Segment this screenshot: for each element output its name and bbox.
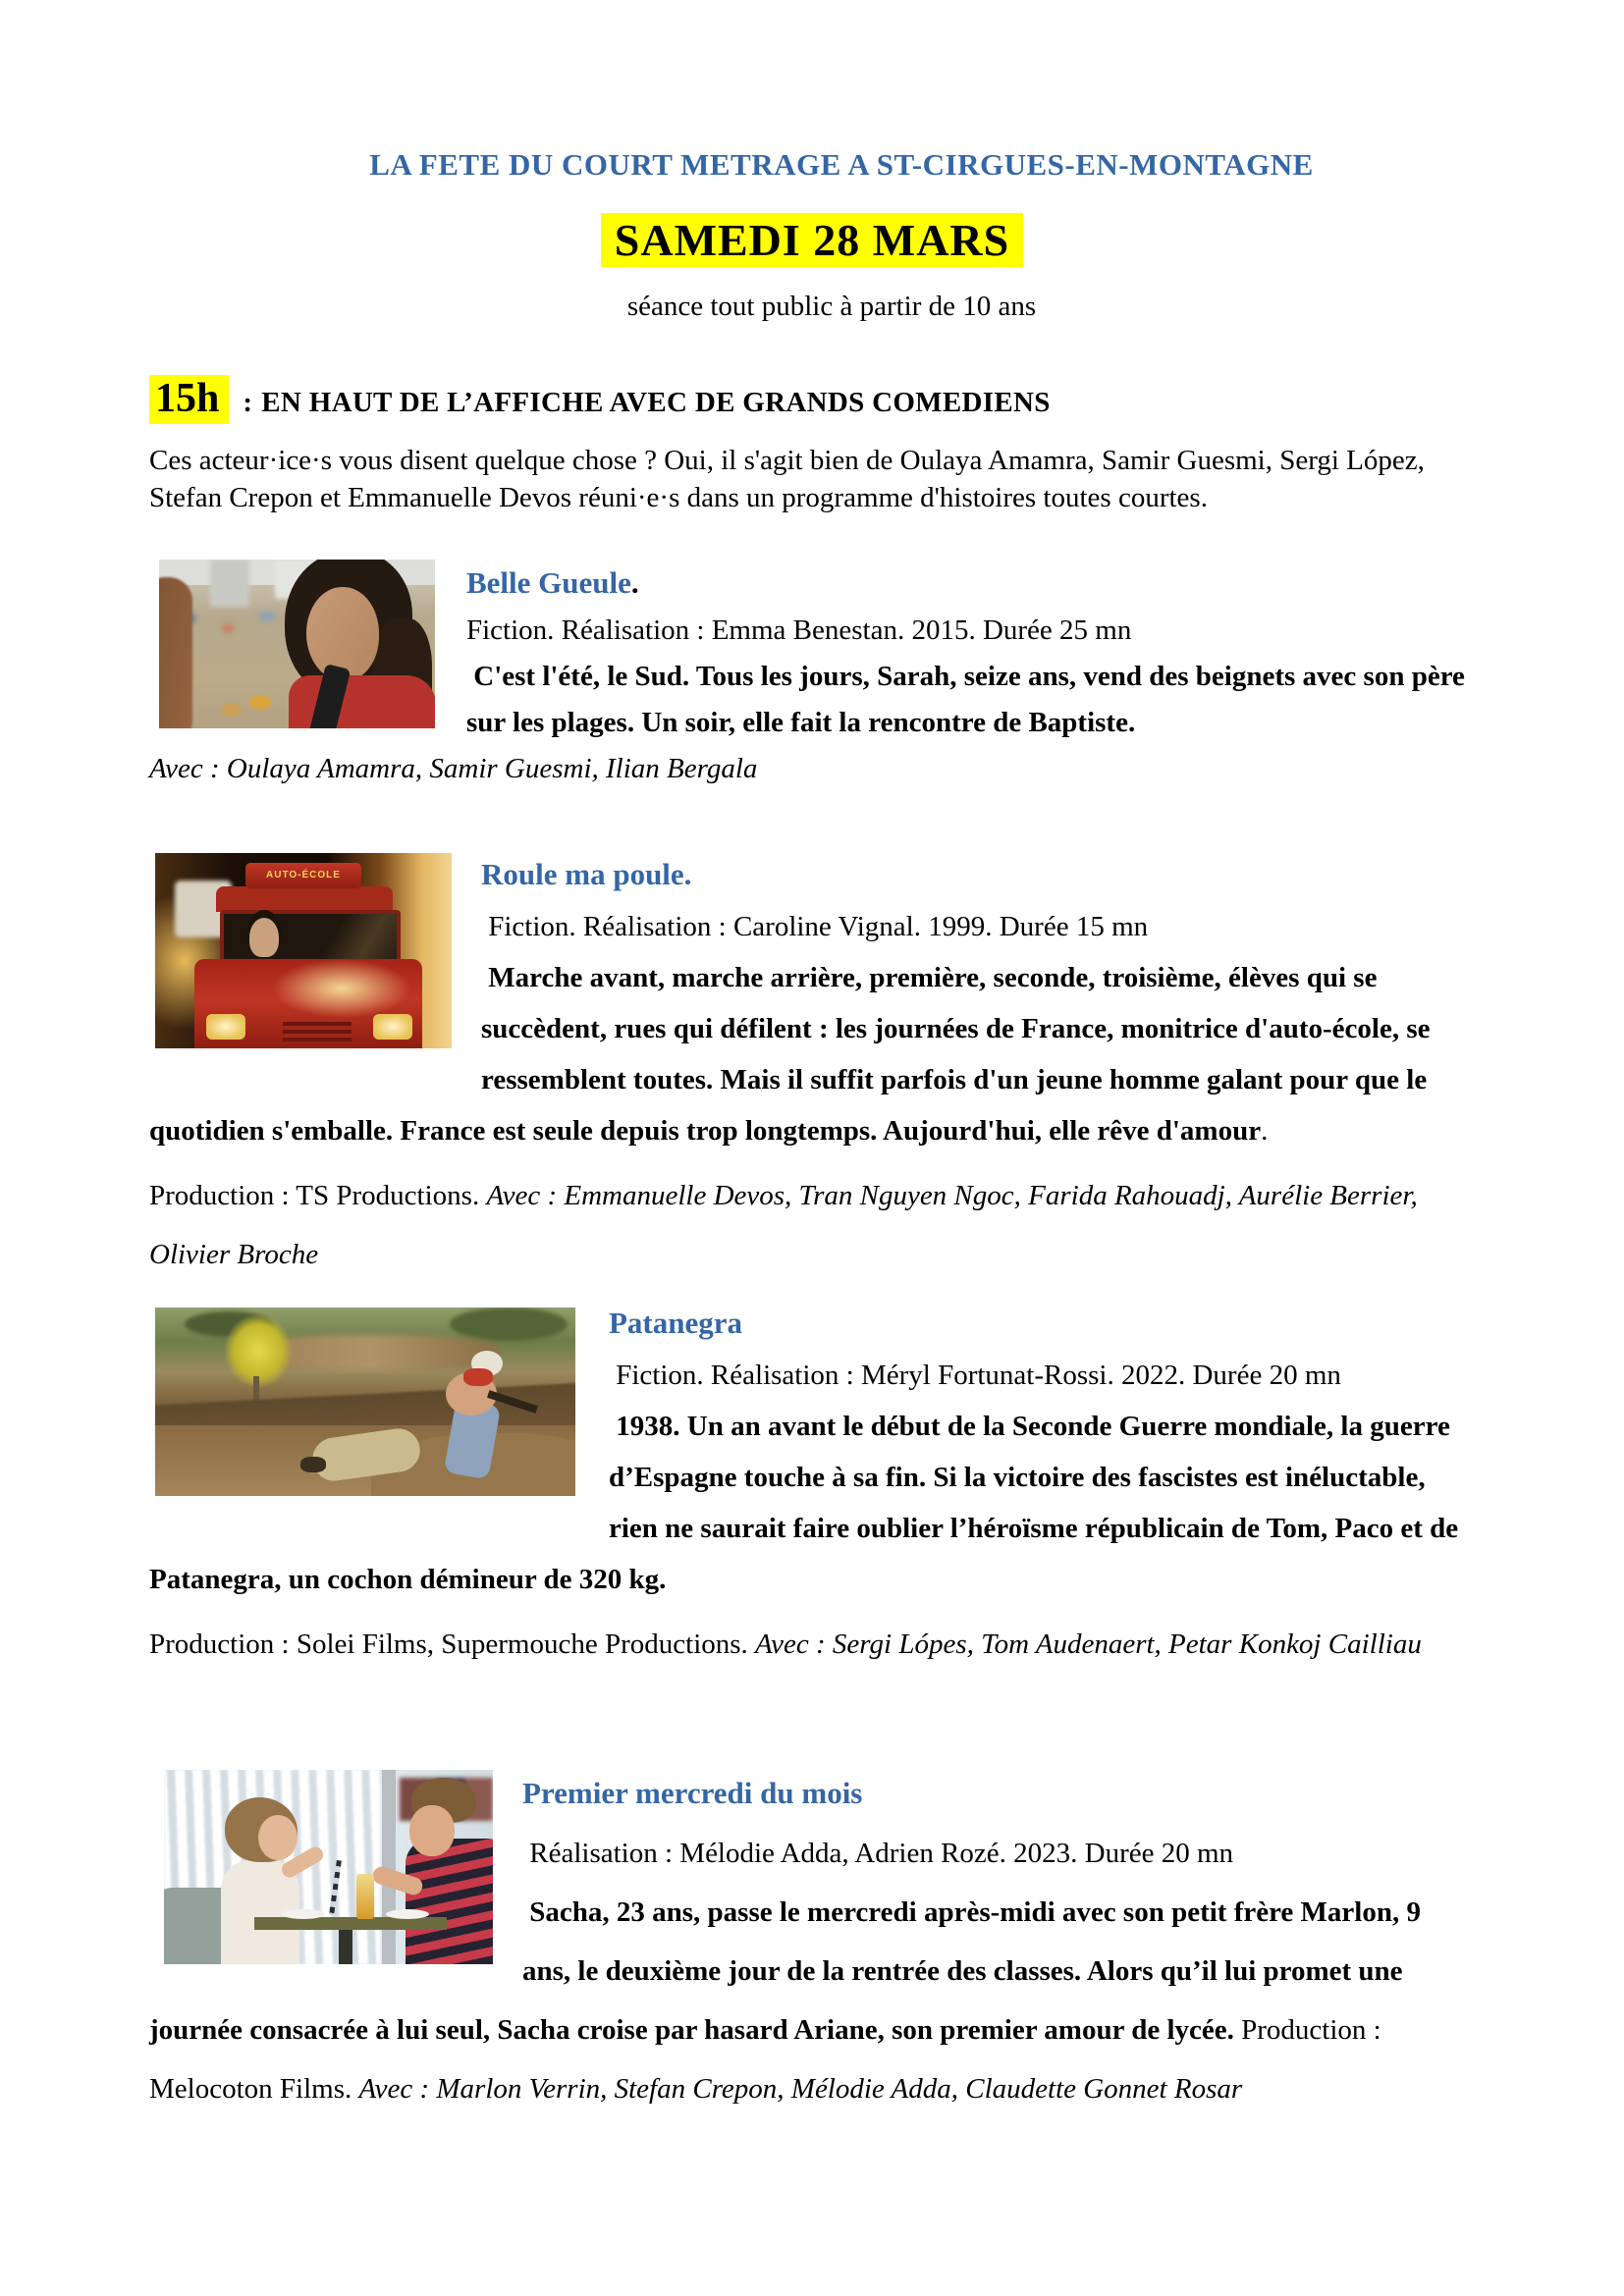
photo-red-scarf [463, 1368, 493, 1386]
session-intro: Ces acteur·ice·s vous disent quelque chose ? Oui, il s'agit bien de Oulaya Amamra, Samir Guesmi, Sergi López, Stefan Crepon et Emmanuelle Devos réuni·e·s dans un programme d'histoires toutes courtes. [149, 445, 1425, 513]
film-section-premier-mercredi [149, 1764, 1475, 2118]
photo-man-striped-shirt [406, 1839, 493, 1964]
photo-beignet [222, 703, 242, 717]
film-meta: Réalisation : Mélodie Adda, Adrien Rozé. 2023. Durée 20 mn [522, 1838, 1234, 1869]
film-production: Production : TS Productions. [149, 1180, 487, 1211]
photo-plate [282, 1909, 325, 1919]
photo-bush [450, 1308, 568, 1341]
audience-note: séance tout public à partir de 10 ans [626, 291, 1037, 322]
photo-car-roof [216, 886, 393, 912]
photo-table [254, 1917, 447, 1930]
film-section-roule-ma-poule [149, 849, 1475, 1284]
film-synopsis: Sacha, 23 ans, passe le mercredi après-midi avec son petit frère Marlon, 9 ans, le deuxième jour de la rentrée des classes. Alors qu’il lui promet une journée consacrée à lui seul, Sacha croise par hasard Ariane, son premier amour de lycée. [149, 1896, 1442, 2046]
film-thumbnail-patanegra [155, 1308, 575, 1496]
film-title: Belle Gueule [466, 565, 631, 600]
film-meta: Fiction. Réalisation : Méryl Fortunat-Rossi. 2022. Durée 20 mn [609, 1360, 1341, 1391]
film-cast: Avec : Sergi Lópes, Tom Audenaert, Petar Konkoj Cailliau [755, 1629, 1422, 1660]
film-thumbnail-belle-gueule [159, 560, 435, 728]
photo-boot [300, 1457, 326, 1472]
film-meta: Fiction. Réalisation : Emma Benestan. 2015. Durée 25 mn [466, 614, 1132, 646]
document-header [149, 145, 1475, 323]
photo-grille [283, 1022, 352, 1041]
photo-driver-face [249, 918, 279, 957]
photo-headlight [206, 1014, 245, 1040]
film-thumbnail-premier-mercredi [164, 1770, 493, 1964]
session-heading [149, 372, 1475, 434]
film-production: Production : Solei Films, Supermouche Productions. [149, 1629, 756, 1660]
session-time-highlight: 15h [149, 375, 229, 424]
photo-plate [386, 1909, 429, 1919]
photo-arm [159, 577, 192, 728]
film-title: Patanegra [609, 1306, 743, 1340]
film-production: Production : Melocoton Films. [149, 2014, 1381, 2105]
photo-table-leg [339, 1930, 352, 1964]
film-thumbnail-roule-ma-poule [155, 853, 452, 1048]
date-highlight: SAMEDI 28 MARS [601, 213, 1023, 267]
film-section-patanegra [149, 1298, 1475, 1674]
session-title: EN HAUT DE L’AFFICHE AVEC DE GRANDS COMEDIENS [261, 387, 1051, 418]
photo-man-face [409, 1805, 455, 1856]
film-production-line [149, 1166, 1475, 1284]
photo-child-face [258, 1815, 298, 1860]
film-title-period: . [630, 565, 639, 600]
film-title: Premier mercredi du mois [522, 1776, 863, 1810]
photo-headlight [373, 1014, 412, 1040]
photo-beignet [249, 695, 271, 710]
film-synopsis-period: . [1261, 1115, 1269, 1147]
photo-beer-glass [356, 1874, 374, 1919]
film-section-belle-gueule [149, 560, 1475, 792]
film-production-line [149, 1615, 1475, 1674]
session-separator: : [243, 387, 260, 418]
film-synopsis: Marche avant, marche arrière, première, seconde, troisième, élèves qui se succèdent, rues qui défilent : les journées de France, monitrice d'auto-école, se ressemblent toutes. Mais il suffit parfois d'un jeune homme galant pour que le quotidien s'emballe. France est seule depuis trop longtemps. Aujourd'hui, elle rêve d'amour [149, 962, 1431, 1147]
auto-ecole-sign-text: AUTO-ÉCOLE [245, 863, 361, 888]
film-title: Roule ma poule. [481, 857, 692, 891]
film-cast: Avec : Marlon Verrin, Stefan Crepon, Mélodie Adda, Claudette Gonnet Rosar [358, 2073, 1243, 2105]
film-meta: Fiction. Réalisation : Caroline Vignal. 1999. Durée 15 mn [481, 911, 1149, 942]
film-synopsis: 1938. Un an avant le début de la Seconde Guerre mondiale, la guerre d’Espagne touche à sa fin. Si la victoire des fascistes est inéluctable, rien ne saurait faire oublier l’héroïsme républicain de Tom, Paco et de Patanegra, un cochon démineur de 320 kg. [149, 1411, 1459, 1595]
date-line [149, 212, 1475, 280]
film-cast: Avec : Emmanuelle Devos, Tran Nguyen Ngoc, Farida Rahouadj, Aurélie Berrier, Olivier Broche [149, 1180, 1418, 1270]
festival-title: LA FETE DU COURT METRAGE A ST-CIRGUES-EN-MONTAGNE [369, 147, 1314, 182]
film-cast: Avec : Oulaya Amamra, Samir Guesmi, Ilian Bergala [149, 753, 758, 784]
film-synopsis: C'est l'été, le Sud. Tous les jours, Sarah, seize ans, vend des beignets avec son père sur les plages. Un soir, elle fait la rencontre de Baptiste. [466, 661, 1465, 738]
photo-hood-glare [273, 959, 410, 1018]
photo-red-shirt [289, 675, 435, 728]
